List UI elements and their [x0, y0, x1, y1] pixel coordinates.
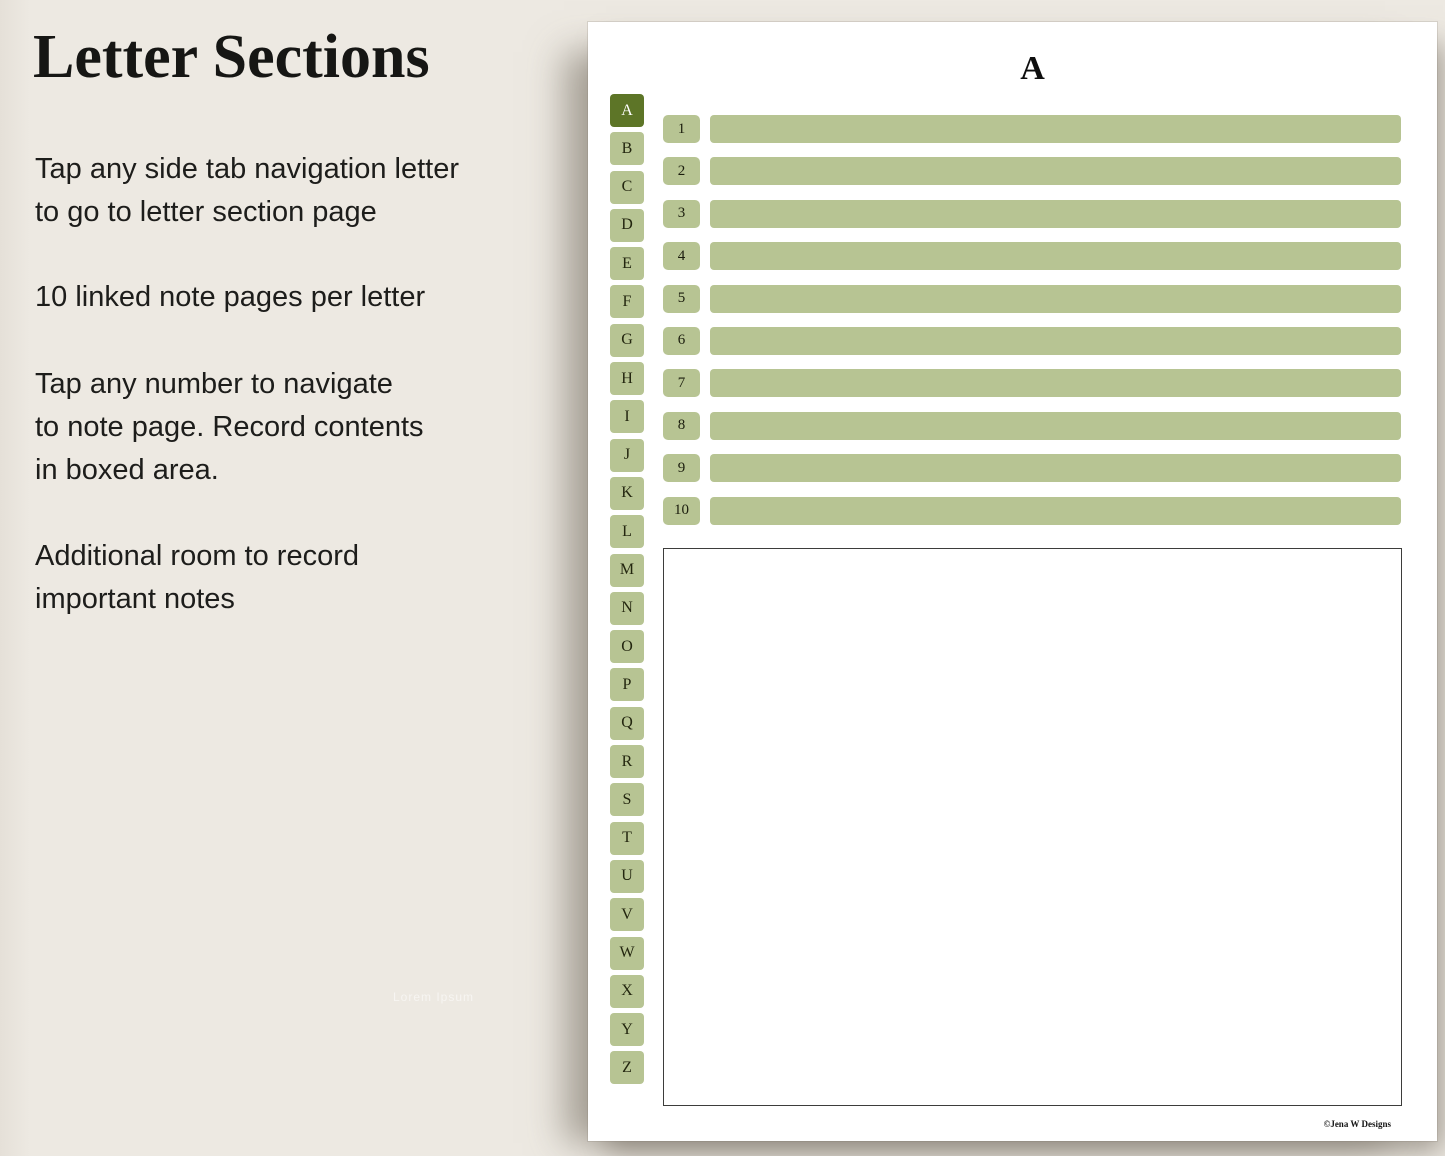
letter-tab-m[interactable]: M — [610, 554, 644, 587]
letter-tab-s[interactable]: S — [610, 783, 644, 816]
note-title-bar-5[interactable] — [710, 285, 1401, 313]
letter-tab-k[interactable]: K — [610, 477, 644, 510]
planner-page — [588, 22, 1437, 1141]
section-letter-title: A — [1020, 50, 1045, 87]
instruction-paragraph — [35, 276, 425, 319]
note-row — [663, 157, 1401, 185]
notes-box[interactable] — [663, 548, 1402, 1106]
letter-tab-f[interactable]: F — [610, 285, 644, 318]
letter-tab-e[interactable]: E — [610, 247, 644, 280]
note-title-bar-6[interactable] — [710, 327, 1401, 355]
note-title-bar-8[interactable] — [710, 412, 1401, 440]
note-number-4[interactable]: 4 — [663, 242, 700, 270]
letter-tab-a[interactable]: A — [610, 94, 644, 127]
note-number-6[interactable]: 6 — [663, 327, 700, 355]
instruction-line: Tap any number to navigate — [35, 368, 393, 400]
note-link-rows — [663, 115, 1401, 525]
note-number-3[interactable]: 3 — [663, 200, 700, 228]
letter-tab-w[interactable]: W — [610, 937, 644, 970]
letter-tab-n[interactable]: N — [610, 592, 644, 625]
note-row — [663, 454, 1401, 482]
letter-tab-c[interactable]: C — [610, 171, 644, 204]
note-number-10[interactable]: 10 — [663, 497, 700, 525]
letter-tab-o[interactable]: O — [610, 630, 644, 663]
note-row — [663, 285, 1401, 313]
note-row — [663, 412, 1401, 440]
instruction-paragraph — [35, 535, 359, 621]
letter-tab-l[interactable]: L — [610, 515, 644, 548]
letter-tab-v[interactable]: V — [610, 898, 644, 931]
instruction-line: important notes — [35, 583, 235, 615]
instruction-line: Tap any side tab navigation letter — [35, 153, 459, 185]
note-row — [663, 242, 1401, 270]
watermark: Lorem Ipsum — [393, 990, 475, 1004]
letter-tab-column — [610, 94, 644, 1084]
letter-tab-d[interactable]: D — [610, 209, 644, 242]
note-row — [663, 497, 1401, 525]
note-title-bar-7[interactable] — [710, 369, 1401, 397]
letter-tab-x[interactable]: X — [610, 975, 644, 1008]
note-row — [663, 115, 1401, 143]
note-number-9[interactable]: 9 — [663, 454, 700, 482]
left-panel — [0, 0, 560, 1156]
letter-tab-i[interactable]: I — [610, 400, 644, 433]
note-number-1[interactable]: 1 — [663, 115, 700, 143]
letter-tab-r[interactable]: R — [610, 745, 644, 778]
letter-tab-y[interactable]: Y — [610, 1013, 644, 1046]
note-row — [663, 200, 1401, 228]
note-number-7[interactable]: 7 — [663, 369, 700, 397]
note-title-bar-3[interactable] — [710, 200, 1401, 228]
note-title-bar-2[interactable] — [710, 157, 1401, 185]
note-row — [663, 327, 1401, 355]
note-number-8[interactable]: 8 — [663, 412, 700, 440]
instruction-paragraph — [35, 148, 459, 234]
instruction-line: to go to letter section page — [35, 196, 377, 228]
note-row — [663, 369, 1401, 397]
letter-tab-q[interactable]: Q — [610, 707, 644, 740]
letter-tab-b[interactable]: B — [610, 132, 644, 165]
note-title-bar-1[interactable] — [710, 115, 1401, 143]
letter-tab-t[interactable]: T — [610, 822, 644, 855]
note-title-bar-4[interactable] — [710, 242, 1401, 270]
letter-tab-p[interactable]: P — [610, 668, 644, 701]
instruction-line: Additional room to record — [35, 540, 359, 572]
letter-tab-h[interactable]: H — [610, 362, 644, 395]
note-number-2[interactable]: 2 — [663, 157, 700, 185]
letter-tab-j[interactable]: J — [610, 439, 644, 472]
letter-tab-g[interactable]: G — [610, 324, 644, 357]
copyright: ©Jena W Designs — [1323, 1119, 1391, 1129]
instruction-line: 10 linked note pages per letter — [35, 281, 426, 313]
instruction-line: in boxed area. — [35, 454, 219, 486]
instruction-line: to note page. Record contents — [35, 411, 424, 443]
note-number-5[interactable]: 5 — [663, 285, 700, 313]
letter-tab-z[interactable]: Z — [610, 1051, 644, 1084]
note-title-bar-10[interactable] — [710, 497, 1401, 525]
page-title: Letter Sections — [33, 23, 430, 91]
instruction-paragraph — [35, 363, 424, 492]
note-title-bar-9[interactable] — [710, 454, 1401, 482]
letter-tab-u[interactable]: U — [610, 860, 644, 893]
